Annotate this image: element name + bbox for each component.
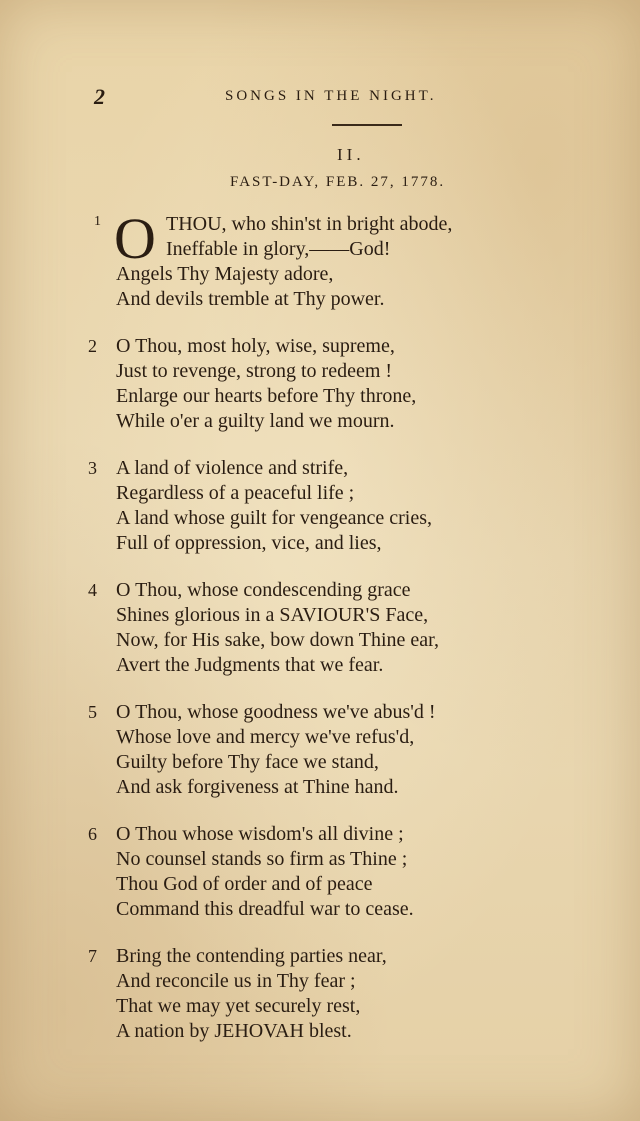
- verse-line: While o'er a guilty land we mourn.: [116, 410, 395, 432]
- hymn-number: II.: [337, 145, 365, 164]
- drop-capital: O: [114, 206, 156, 271]
- stanza: [88, 334, 608, 434]
- verse-line: Enlarge our hearts before Thy throne,: [116, 385, 417, 407]
- verse-line: O Thou whose wisdom's all divine ;: [116, 823, 404, 845]
- stanza-number: 1: [94, 214, 101, 229]
- verse-line: Guilty before Thy face we stand,: [116, 751, 379, 773]
- verse-line: A land of violence and strife,: [116, 457, 349, 479]
- running-title: SONGS IN THE NIGHT.: [225, 88, 437, 104]
- stanza-number: 4: [88, 580, 97, 600]
- stanza-number: 7: [88, 946, 97, 966]
- stanza: [88, 206, 608, 312]
- stanza-number: 6: [88, 824, 97, 844]
- verse-line: Full of oppression, vice, and lies,: [116, 532, 382, 554]
- stanza: [88, 822, 608, 922]
- verse-line: And ask forgiveness at Thine hand.: [116, 776, 399, 798]
- verse-line: O Thou, whose condescending grace: [116, 579, 411, 601]
- verse-line: And reconcile us in Thy fear ;: [116, 970, 356, 992]
- hymn-text: [88, 206, 608, 1066]
- verse-line: That we may yet securely rest,: [116, 995, 361, 1017]
- verse-line: Command this dreadful war to cease.: [116, 898, 414, 920]
- stanza: [88, 578, 608, 678]
- verse-line: Ineffable in glory,——God!: [166, 238, 391, 260]
- title-rule: [332, 124, 402, 126]
- running-head: [90, 84, 490, 110]
- verse-line: And devils tremble at Thy power.: [116, 288, 385, 310]
- verse-line: A nation by JEHOVAH blest.: [116, 1020, 352, 1042]
- stanza-number: 2: [88, 336, 97, 356]
- verse-line: O Thou, most holy, wise, supreme,: [116, 335, 395, 357]
- stanza-number: 5: [88, 702, 97, 722]
- verse-line: Regardless of a peaceful life ;: [116, 482, 355, 504]
- stanza: [88, 944, 608, 1044]
- verse-line: Thou God of order and of peace: [116, 873, 373, 895]
- page-number: 2: [94, 84, 105, 109]
- stanza-number: 3: [88, 458, 97, 478]
- verse-line: Just to revenge, strong to redeem !: [116, 360, 393, 382]
- verse-line: Whose love and mercy we've refus'd,: [116, 726, 415, 748]
- hymn-occasion: FAST-DAY, FEB. 27, 1778.: [230, 174, 446, 190]
- verse-line: Avert the Judgments that we fear.: [116, 654, 384, 676]
- verse-line: Shines glorious in a SAVIOUR'S Face,: [116, 604, 429, 626]
- stanza: [88, 456, 608, 556]
- verse-line: A land whose guilt for vengeance cries,: [116, 507, 433, 529]
- verse-line: O Thou, whose goodness we've abus'd !: [116, 701, 436, 723]
- verse-line: Angels Thy Majesty adore,: [116, 263, 334, 285]
- verse-line: Bring the contending parties near,: [116, 945, 387, 967]
- verse-line: No counsel stands so firm as Thine ;: [116, 848, 408, 870]
- verse-line: Now, for His sake, bow down Thine ear,: [116, 629, 440, 651]
- verse-line: THOU, who shin'st in bright abode,: [166, 213, 453, 235]
- stanza: [88, 700, 608, 800]
